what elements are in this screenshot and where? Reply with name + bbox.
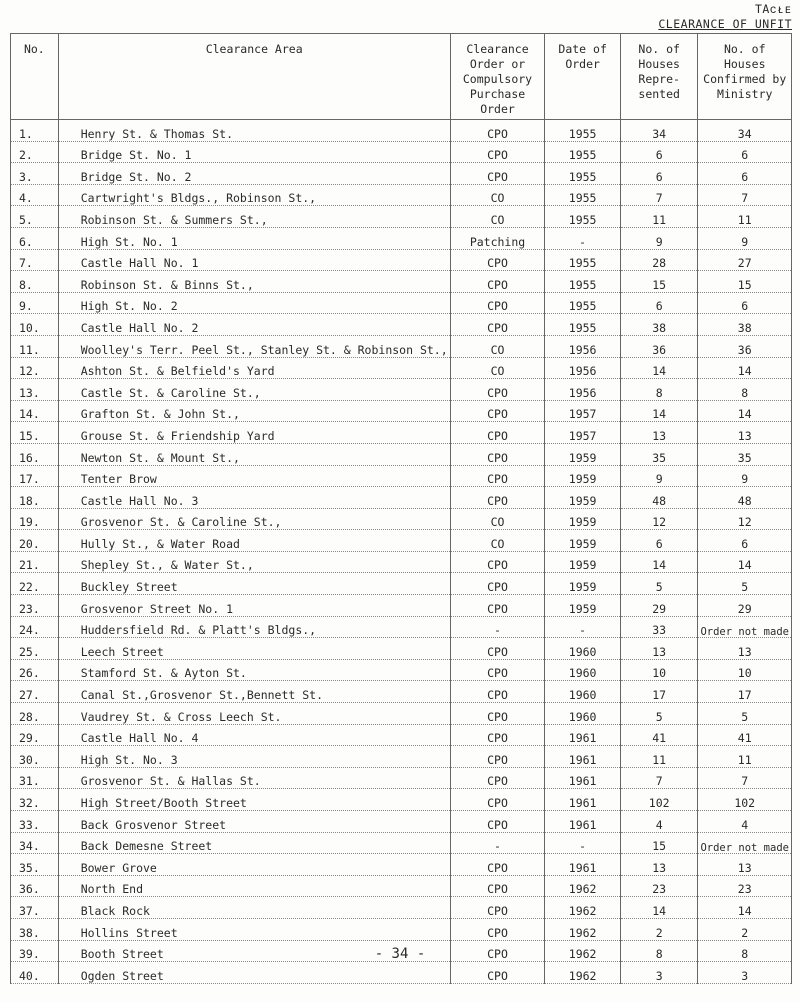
houses-represented: 29 [620,595,698,617]
order-type: CO [450,335,545,357]
order-date: 1955 [545,314,621,336]
row-number: 35. [11,854,59,876]
clearance-area: High St. No. 2 [58,292,450,314]
order-type: CPO [450,595,545,617]
clearance-area: High St. No. 3 [58,746,450,768]
order-type: CPO [450,638,545,660]
order-type: CPO [450,120,545,142]
table-row [11,120,792,142]
table-row [11,616,792,638]
houses-represented: 7 [620,184,698,206]
houses-confirmed: 38 [698,314,792,336]
houses-confirmed: 35 [698,443,792,465]
order-date: 1959 [545,465,621,487]
clearance-area: Castle Hall No. 4 [58,724,450,746]
col-header-represented: No. of Houses Repre-sented [620,34,698,120]
order-type: CPO [450,854,545,876]
order-date: 1957 [545,422,621,444]
houses-confirmed: 9 [698,227,792,249]
order-type: CPO [450,746,545,768]
table-row [11,918,792,940]
table-row [11,292,792,314]
table-row [11,767,792,789]
houses-represented: 12 [620,508,698,530]
row-number: 34. [11,832,59,854]
houses-confirmed: 102 [698,789,792,811]
col-header-confirmed: No. of Houses Confirmed by Ministry [698,34,792,120]
table-row [11,271,792,293]
houses-represented: 6 [620,530,698,552]
houses-represented: 14 [620,551,698,573]
houses-confirmed: 17 [698,681,792,703]
table-row [11,638,792,660]
order-type: CO [450,530,545,552]
order-date: 1955 [545,292,621,314]
houses-confirmed: 4 [698,811,792,833]
houses-represented: 14 [620,357,698,379]
houses-confirmed: 13 [698,854,792,876]
clearance-area: Grosvenor St. & Hallas St. [58,767,450,789]
houses-represented: 14 [620,897,698,919]
clearance-area: Vaudrey St. & Cross Leech St. [58,703,450,725]
order-type: CPO [450,422,545,444]
table-row [11,249,792,271]
order-date: - [545,227,621,249]
clearance-area: North End [58,875,450,897]
row-number: 27. [11,681,59,703]
clearance-area: Grouse St. & Friendship Yard [58,422,450,444]
order-date: 1962 [545,962,621,984]
order-date: 1962 [545,897,621,919]
houses-confirmed: 23 [698,875,792,897]
order-date: 1960 [545,681,621,703]
clearance-area: Hully St., & Water Road [58,530,450,552]
order-type: CPO [450,314,545,336]
houses-represented: 48 [620,487,698,509]
table-row [11,811,792,833]
houses-represented: 33 [620,616,698,638]
order-type: CPO [450,400,545,422]
clearance-area: Ogden Street [58,962,450,984]
clearance-area: Ashton St. & Belfield's Yard [58,357,450,379]
houses-confirmed: 6 [698,163,792,185]
houses-confirmed: 48 [698,487,792,509]
clearance-area: Hollins Street [58,918,450,940]
order-date: 1960 [545,659,621,681]
row-number: 36. [11,875,59,897]
table-row [11,789,792,811]
clearance-area: Cartwright's Bldgs., Robinson St., [58,184,450,206]
row-number: 38. [11,918,59,940]
row-number: 6. [11,227,59,249]
order-date: 1959 [545,551,621,573]
clearance-area: Henry St. & Thomas St. [58,120,450,142]
houses-confirmed: 6 [698,292,792,314]
houses-represented: 36 [620,335,698,357]
houses-confirmed: 3 [698,962,792,984]
row-number: 17. [11,465,59,487]
clearance-area: Back Demesne Street [58,832,450,854]
row-number: 28. [11,703,59,725]
order-date: 1961 [545,854,621,876]
clearance-area: Buckley Street [58,573,450,595]
order-date: 1959 [545,595,621,617]
clearance-area: Woolley's Terr. Peel St., Stanley St. & Robinson St., [58,335,450,357]
row-number: 23. [11,595,59,617]
row-number: 11. [11,335,59,357]
houses-represented: 7 [620,767,698,789]
houses-represented: 23 [620,875,698,897]
houses-represented: 102 [620,789,698,811]
houses-represented: 17 [620,681,698,703]
houses-represented: 5 [620,573,698,595]
order-date: 1957 [545,400,621,422]
order-type: CPO [450,551,545,573]
row-number: 2. [11,141,59,163]
houses-represented: 8 [620,379,698,401]
clearance-area: Grosvenor St. & Caroline St., [58,508,450,530]
table-row [11,530,792,552]
order-date: 1961 [545,811,621,833]
row-number: 37. [11,897,59,919]
table-row [11,595,792,617]
table-row [11,962,792,984]
table-header-row [11,34,792,120]
clearance-area: Bridge St. No. 1 [58,141,450,163]
order-type: CPO [450,659,545,681]
order-type: CPO [450,875,545,897]
houses-confirmed: 11 [698,746,792,768]
row-number: 39. [11,940,59,962]
houses-represented: 15 [620,271,698,293]
row-number: 30. [11,746,59,768]
clearance-area: Huddersfield Rd. & Platt's Bldgs., [58,616,450,638]
order-type: CO [450,184,545,206]
clearance-area: Newton St. & Mount St., [58,443,450,465]
order-date: 1955 [545,120,621,142]
order-date: - [545,832,621,854]
order-type: CPO [450,249,545,271]
order-type: CPO [450,573,545,595]
row-number: 21. [11,551,59,573]
houses-confirmed: 14 [698,897,792,919]
order-type: CPO [450,163,545,185]
order-type: - [450,616,545,638]
clearance-area: Shepley St., & Water St., [58,551,450,573]
houses-represented: 34 [620,120,698,142]
houses-represented: 38 [620,314,698,336]
order-type: CPO [450,789,545,811]
clearance-area: Grafton St. & John St., [58,400,450,422]
table-row [11,508,792,530]
houses-represented: 14 [620,400,698,422]
table-row [11,854,792,876]
table-row [11,422,792,444]
table-row [11,681,792,703]
order-date: 1955 [545,163,621,185]
order-type: CPO [450,703,545,725]
table-row [11,724,792,746]
clearance-area: Bower Grove [58,854,450,876]
row-number: 26. [11,659,59,681]
clearance-area: Booth Street [58,940,450,962]
houses-confirmed: 36 [698,335,792,357]
order-date: 1962 [545,875,621,897]
row-number: 14. [11,400,59,422]
order-date: 1955 [545,141,621,163]
order-type: CPO [450,141,545,163]
table-row [11,897,792,919]
col-header-date: Date of Order [545,34,621,120]
order-date: 1961 [545,767,621,789]
table-row [11,443,792,465]
houses-confirmed: 9 [698,465,792,487]
row-number: 8. [11,271,59,293]
houses-confirmed: 2 [698,918,792,940]
row-number: 16. [11,443,59,465]
houses-confirmed: 12 [698,508,792,530]
order-type: CPO [450,271,545,293]
clearance-area: Castle St. & Caroline St., [58,379,450,401]
clearance-area: Canal St.,Grosvenor St.,Bennett St. [58,681,450,703]
houses-confirmed: Order not made [698,832,792,854]
row-number: 22. [11,573,59,595]
houses-represented: 5 [620,703,698,725]
houses-represented: 35 [620,443,698,465]
order-date: 1956 [545,335,621,357]
houses-confirmed: 13 [698,422,792,444]
order-date: 1955 [545,184,621,206]
row-number: 9. [11,292,59,314]
row-number: 13. [11,379,59,401]
houses-represented: 2 [620,918,698,940]
houses-represented: 11 [620,746,698,768]
table-row [11,379,792,401]
row-number: 18. [11,487,59,509]
order-type: CPO [450,724,545,746]
houses-represented: 28 [620,249,698,271]
table-row [11,357,792,379]
order-date: 1959 [545,573,621,595]
row-number: 7. [11,249,59,271]
row-number: 1. [11,120,59,142]
order-type: CPO [450,292,545,314]
houses-confirmed: 14 [698,551,792,573]
order-date: 1960 [545,703,621,725]
order-date: 1955 [545,271,621,293]
houses-represented: 15 [620,832,698,854]
houses-represented: 6 [620,292,698,314]
table-row [11,141,792,163]
order-date: 1956 [545,357,621,379]
clearance-area: Robinson St. & Summers St., [58,206,450,228]
houses-confirmed: 5 [698,703,792,725]
row-number: 10. [11,314,59,336]
col-header-no: No. [11,34,59,120]
order-date: - [545,616,621,638]
order-type: CPO [450,767,545,789]
col-header-area: Clearance Area [58,34,450,120]
table-row [11,746,792,768]
col-header-order: Clearance Order or Compulsory Purchase Order [450,34,545,120]
clearance-area: Tenter Brow [58,465,450,487]
houses-represented: 13 [620,854,698,876]
section-title: CLEARANCE OF UNFIT [658,17,792,31]
row-number: 5. [11,206,59,228]
table-row [11,314,792,336]
table-row [11,206,792,228]
clearance-area: Back Grosvenor Street [58,811,450,833]
order-type: CPO [450,379,545,401]
houses-confirmed: 13 [698,638,792,660]
houses-confirmed: 11 [698,206,792,228]
clearance-table [10,33,792,984]
order-type: CO [450,357,545,379]
row-number: 32. [11,789,59,811]
houses-confirmed: 34 [698,120,792,142]
row-number: 12. [11,357,59,379]
row-number: 25. [11,638,59,660]
clearance-area: Castle Hall No. 2 [58,314,450,336]
order-date: 1959 [545,443,621,465]
table-row [11,875,792,897]
table-body [11,120,792,984]
table-row [11,832,792,854]
houses-confirmed: 10 [698,659,792,681]
row-number: 24. [11,616,59,638]
order-date: 1955 [545,206,621,228]
order-date: 1961 [545,789,621,811]
order-type: CPO [450,897,545,919]
table-row [11,465,792,487]
order-type: CPO [450,962,545,984]
order-date: 1959 [545,508,621,530]
houses-confirmed: 14 [698,357,792,379]
row-number: 4. [11,184,59,206]
houses-represented: 41 [620,724,698,746]
order-type: - [450,832,545,854]
houses-confirmed: 7 [698,767,792,789]
clearance-area: Castle Hall No. 1 [58,249,450,271]
houses-confirmed: 7 [698,184,792,206]
order-type: CPO [450,940,545,962]
houses-represented: 9 [620,465,698,487]
order-type: CO [450,206,545,228]
order-type: CPO [450,681,545,703]
table-row [11,659,792,681]
clearance-area: Robinson St. & Binns St., [58,271,450,293]
order-date: 1961 [545,746,621,768]
clearance-area: Castle Hall No. 3 [58,487,450,509]
row-number: 3. [11,163,59,185]
page-number: - 34 - [374,946,426,962]
houses-confirmed: 6 [698,530,792,552]
houses-represented: 4 [620,811,698,833]
order-type: Patching [450,227,545,249]
row-number: 31. [11,767,59,789]
order-date: 1956 [545,379,621,401]
clearance-area: Stamford St. & Ayton St. [58,659,450,681]
houses-represented: 13 [620,638,698,660]
clearance-area: Grosvenor Street No. 1 [58,595,450,617]
table-row [11,551,792,573]
table-row [11,400,792,422]
clearance-area: Black Rock [58,897,450,919]
table-row [11,703,792,725]
houses-confirmed: 8 [698,940,792,962]
order-date: 1959 [545,487,621,509]
table-row [11,573,792,595]
order-type: CPO [450,465,545,487]
clearance-area: High St. No. 1 [58,227,450,249]
houses-confirmed: 5 [698,573,792,595]
houses-confirmed: Order not made [698,616,792,638]
row-number: 20. [11,530,59,552]
order-type: CPO [450,443,545,465]
houses-represented: 11 [620,206,698,228]
houses-confirmed: 14 [698,400,792,422]
order-date: 1959 [545,530,621,552]
order-date: 1960 [545,638,621,660]
houses-represented: 8 [620,940,698,962]
order-type: CO [450,508,545,530]
row-number: 40. [11,962,59,984]
houses-represented: 6 [620,141,698,163]
table-row [11,163,792,185]
houses-confirmed: 41 [698,724,792,746]
houses-represented: 13 [620,422,698,444]
houses-represented: 10 [620,659,698,681]
houses-confirmed: 15 [698,271,792,293]
order-date: 1962 [545,918,621,940]
order-date: 1962 [545,940,621,962]
table-row [11,227,792,249]
table-label: TAᴄᴌᴇ [754,2,792,16]
houses-confirmed: 6 [698,141,792,163]
order-date: 1961 [545,724,621,746]
houses-confirmed: 8 [698,379,792,401]
order-date: 1955 [545,249,621,271]
order-type: CPO [450,811,545,833]
clearance-area: Bridge St. No. 2 [58,163,450,185]
houses-represented: 3 [620,962,698,984]
clearance-area: Leech Street [58,638,450,660]
houses-represented: 9 [620,227,698,249]
row-number: 19. [11,508,59,530]
order-type: CPO [450,918,545,940]
houses-confirmed: 29 [698,595,792,617]
row-number: 15. [11,422,59,444]
table-row [11,184,792,206]
order-type: CPO [450,487,545,509]
houses-represented: 6 [620,163,698,185]
houses-confirmed: 27 [698,249,792,271]
table-row [11,335,792,357]
table-row [11,487,792,509]
row-number: 33. [11,811,59,833]
row-number: 29. [11,724,59,746]
clearance-area: High Street/Booth Street [58,789,450,811]
